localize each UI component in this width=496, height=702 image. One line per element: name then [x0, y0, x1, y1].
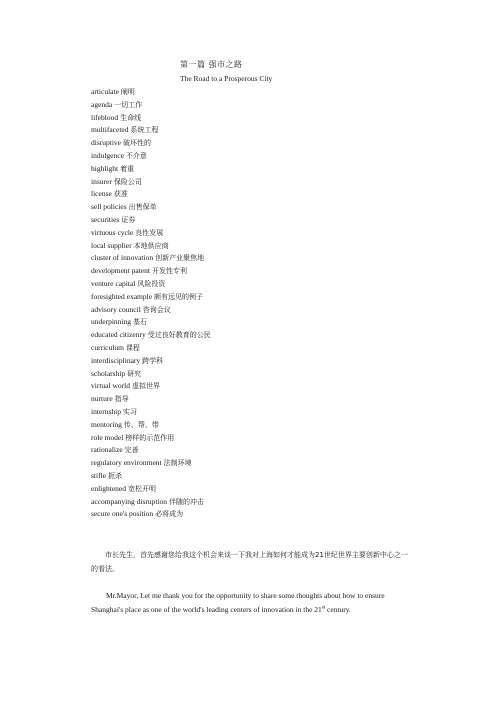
vocab-term: articulate: [91, 87, 119, 96]
vocab-translation: 实习: [123, 407, 137, 416]
vocab-term: enlightened: [91, 483, 126, 493]
vocab-row: [91, 240, 391, 253]
paragraph-chinese: 市长先生，首先感谢您给我这个机会来谈一下我对上海如何才能成为21世纪世界主要创新中心之一的看法。: [91, 551, 408, 573]
vocab-translation: 良性发展: [135, 228, 164, 237]
vocab-row: [91, 150, 391, 163]
vocab-translation: 系统工程: [130, 126, 159, 135]
vocab-term: internship: [91, 406, 121, 416]
vocab-term: nurture: [91, 394, 113, 404]
vocab-term: role model: [91, 432, 124, 442]
vocab-term: highlight: [91, 163, 119, 173]
vocab-term: educated citizenry: [91, 330, 146, 340]
vocab-row: [91, 86, 391, 99]
vocab-translation: 传、帮、带: [123, 420, 159, 429]
vocab-row: [91, 188, 391, 201]
vocab-translation: 指导: [114, 395, 129, 404]
vocab-row: [91, 112, 391, 125]
vocab-term: sell policies: [91, 202, 127, 212]
vocab-row: [91, 393, 391, 406]
vocab-row: [91, 470, 391, 483]
vocab-translation: 阐明: [120, 88, 135, 96]
vocab-term: lifeblood: [91, 112, 119, 122]
vocab-row: [91, 406, 391, 419]
vocab-row: [91, 342, 391, 355]
vocab-translation: 榜样的示范作用: [125, 433, 175, 442]
vocab-term: regulatory environment: [91, 458, 162, 468]
vocab-translation: 生命线: [120, 113, 142, 122]
ordinal-suffix: st: [321, 605, 326, 611]
vocab-row: [91, 316, 391, 329]
chapter-title-cn: 第一篇 强市之路: [180, 60, 243, 69]
vocab-row: [91, 137, 391, 150]
vocab-term: license: [91, 189, 112, 199]
chapter-title-en: The Road to a Prosperous City: [180, 74, 273, 83]
vocab-row: [91, 265, 391, 278]
vocab-translation: 宽松开明: [128, 484, 156, 493]
vocab-row: [91, 252, 391, 265]
paragraph-english-end: century.: [325, 605, 351, 614]
vocab-translation: 一切工作: [114, 100, 143, 109]
vocab-row: [91, 227, 391, 240]
vocab-row: [91, 457, 391, 470]
vocab-row: [91, 163, 391, 176]
vocab-translation: 跨学科: [142, 356, 164, 365]
vocab-term: interdisciplinary: [91, 355, 141, 365]
vocab-translation: 保险公司: [113, 177, 142, 186]
vocab-term: cluster of innovation: [91, 253, 154, 263]
vocab-row: [91, 124, 391, 137]
vocab-term: stifle: [91, 470, 106, 480]
vocab-row: [91, 496, 391, 509]
paragraph-english-text: Mr.Mayor, Let me thank you for the opportunity to share some thoughts about how to ensure Shanghai's place as one of the world's leading centers of innovation in the 21: [91, 591, 385, 614]
vocab-translation: 课程: [125, 343, 140, 352]
vocab-translation: 研究: [127, 369, 142, 378]
vocab-translation: 伴随的冲击: [169, 497, 205, 506]
vocab-row: [91, 291, 391, 304]
vocab-term: curriculum: [91, 342, 124, 352]
vocab-row: [91, 483, 391, 496]
vocab-term: scholarship: [91, 368, 126, 378]
vocab-row: [91, 444, 391, 457]
vocab-row: [91, 304, 391, 317]
vocab-term: indulgence: [91, 150, 124, 160]
vocab-term: local supplier: [91, 240, 132, 250]
vocab-term: multifaceted: [91, 125, 129, 135]
vocab-term: insurer: [91, 176, 112, 186]
vocabulary-list: [91, 86, 391, 521]
vocab-term: virtual world: [91, 381, 130, 391]
vocab-translation: 获准: [113, 190, 128, 199]
vocab-translation: 颇有远见的例子: [154, 292, 204, 301]
vocab-translation: 法制环境: [163, 459, 192, 468]
vocab-row: [91, 380, 391, 393]
vocab-translation: 扼杀: [108, 471, 122, 480]
vocab-term: underpinning: [91, 317, 131, 327]
vocab-row: [91, 278, 391, 291]
vocab-term: securities: [91, 214, 120, 224]
vocab-row: [91, 329, 391, 342]
vocab-row: [91, 368, 391, 381]
vocab-term: development patent: [91, 266, 150, 276]
vocab-term: secure one's position: [91, 509, 154, 519]
vocab-row: [91, 99, 391, 112]
vocab-translation: 必将成为: [155, 510, 184, 519]
vocab-term: venture capital: [91, 278, 136, 288]
vocab-row: [91, 355, 391, 368]
vocab-term: accompanying disruption: [91, 496, 168, 506]
vocab-translation: 风险投资: [137, 279, 166, 288]
vocab-row: [91, 201, 391, 214]
vocab-translation: 不介意: [125, 151, 147, 160]
vocab-term: advisory council: [91, 304, 141, 314]
vocab-row: [91, 419, 391, 432]
vocab-row: [91, 432, 391, 445]
vocab-translation: 基石: [133, 318, 147, 327]
vocab-translation: 开发性专利: [151, 267, 187, 276]
vocab-term: mentoring: [91, 419, 122, 429]
vocab-term: rationalize: [91, 445, 123, 455]
vocab-translation: 受过良好教育的公民: [147, 331, 211, 340]
vocab-translation: 完善: [124, 446, 139, 455]
vocab-row: [91, 214, 391, 227]
paragraph-english: [91, 589, 411, 617]
vocab-term: agenda: [91, 99, 113, 109]
vocab-translation: 破坏性的: [123, 139, 151, 148]
vocab-translation: 创新产业聚焦地: [155, 254, 205, 263]
vocab-term: virtuous cycle: [91, 227, 134, 237]
vocab-translation: 出售保单: [128, 203, 157, 212]
vocab-translation: 着重: [120, 164, 135, 173]
vocab-translation: 咨询会议: [142, 305, 171, 314]
vocab-term: foresighted example: [91, 291, 153, 301]
vocab-row: [91, 176, 391, 189]
vocab-translation: 虚拟世界: [131, 382, 160, 391]
vocab-term: disruptive: [91, 138, 121, 148]
vocab-translation: 本地供应商: [133, 241, 169, 250]
vocab-translation: 证券: [121, 215, 136, 224]
vocab-row: [91, 508, 391, 521]
